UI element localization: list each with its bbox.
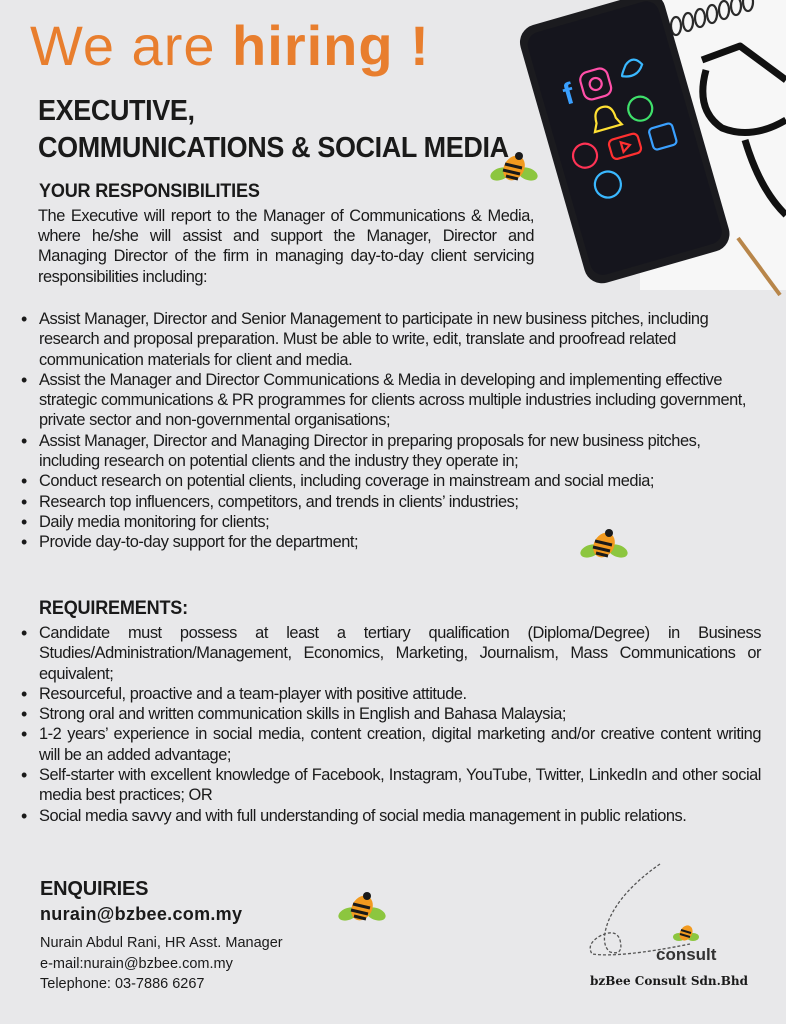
responsibilities-list — [21, 309, 761, 553]
enquiries-email: nurain@bzbee.com.my — [40, 904, 243, 924]
list-item: • Assist Manager, Director and Managing Director in preparing proposals for new business pitches, including research on potential clients and the industry they operate in; — [21, 431, 761, 472]
list-item: • Research top influencers, competitors, and trends in clients’ industries; — [21, 492, 761, 512]
contact-name: Nurain Abdul Rani, HR Asst. Manager — [40, 935, 283, 951]
job-title-line2: COMMUNICATIONS & SOCIAL MEDIA — [38, 131, 509, 164]
facebook-icon: f — [559, 77, 578, 112]
headline-emphasis: hiring ! — [232, 14, 430, 77]
headline-lead: We are — [30, 14, 233, 77]
list-item: • Resourceful, proactive and a team-player with positive attitude. — [21, 684, 761, 704]
responsibilities-heading: YOUR RESPONSIBILITIES — [39, 181, 260, 202]
bee-icon — [338, 888, 386, 926]
list-item: • Provide day-to-day support for the department; — [21, 532, 761, 552]
contact-phone: Telephone: 03-7886 6267 — [40, 976, 205, 992]
bee-icon — [580, 525, 628, 563]
list-item: • Strong oral and written communication skills in English and Bahasa Malaysia; — [21, 704, 761, 724]
list-item: • Candidate must possess at least a tertiary qualification (Diploma/Degree) in Business Studies/Administration/Management, Economics, Marketing, Journalism, Mass Communications or equivalent; — [21, 623, 761, 684]
contact-email: e-mail:nurain@bzbee.com.my — [40, 955, 233, 972]
list-item: • Social media savvy and with full understanding of social media management in public relations. — [21, 806, 761, 826]
list-item: • Self-starter with excellent knowledge of Facebook, Instagram, YouTube, Twitter, LinkedIn and other social media best practices; OR — [21, 765, 761, 806]
bee-icon — [672, 920, 700, 946]
company-name: bzBee Consult Sdn.Bhd — [590, 974, 749, 988]
list-item: • 1-2 years’ experience in social media, content creation, digital marketing and/or creative content writing will be an added advantage; — [21, 724, 761, 765]
responsibilities-intro: The Executive will report to the Manager of Communications & Media, where he/she will assist and support the Manager, Director and Managing Director of the firm in managing day-to-day client servicing responsibilities including: — [38, 207, 534, 286]
logo-consult: consult — [656, 945, 717, 964]
job-title-line1: EXECUTIVE, — [38, 95, 195, 127]
contact-details — [40, 933, 283, 995]
enquiries-heading: ENQUIRIES — [40, 878, 149, 900]
bee-icon — [490, 148, 538, 186]
list-item: • Conduct research on potential clients, including coverage in mainstream and social media; — [21, 471, 761, 491]
requirements-list — [21, 623, 761, 826]
requirements-heading: REQUIREMENTS: — [39, 598, 188, 619]
list-item: • Assist the Manager and Director Communications & Media in developing and implementing effective strategic communications & PR programmes for clients across multiple industries including government, private sector and non-governmental organisations; — [21, 370, 761, 431]
list-item: • Daily media monitoring for clients; — [21, 512, 761, 532]
job-title — [38, 93, 509, 166]
list-item: • Assist Manager, Director and Senior Management to participate in new business pitches, including research and proposal preparation. Must be able to write, edit, translate and proofread related communication materials for client and media. — [21, 309, 761, 370]
hiring-headline — [30, 14, 430, 77]
